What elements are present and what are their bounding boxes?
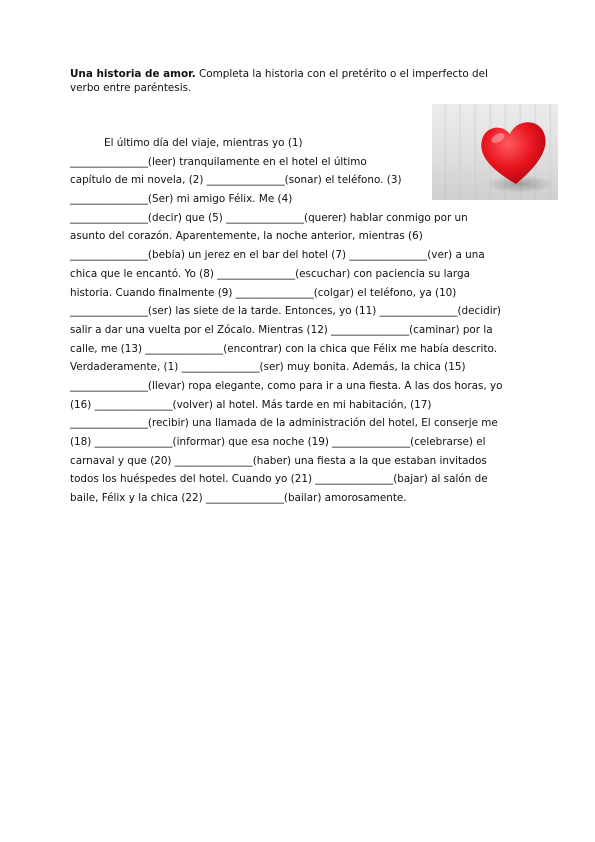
story-line: baile, Félix y la chica (22) _______________(bailar) amorosamente.	[70, 492, 407, 505]
story-text	[70, 134, 530, 508]
story-line: carnaval y que (20) _______________(haber) una fiesta a la que estaban invitados	[70, 454, 487, 467]
story-line: (18) _______________(informar) que esa noche (19) _______________(celebrarse) el	[70, 436, 486, 448]
story-line: salir a dar una vuelta por el Zócalo. Mientras (12) _______________(caminar) por la	[70, 323, 493, 336]
story-line: _______________(leer) tranquilamente en el hotel el último	[70, 155, 367, 168]
story-line: El último día del viaje, mientras yo (1)	[104, 137, 303, 149]
instructions	[70, 68, 520, 95]
story-line: historia. Cuando finalmente (9) _______________(colgar) el teléfono, ya (10)	[70, 286, 457, 299]
story-line: _______________(decir) que (5) _______________(querer) hablar conmigo por un	[70, 211, 468, 224]
instructions-text-2: verbo entre paréntesis.	[70, 81, 192, 94]
instructions-text: Completa la historia con el pretérito o el imperfecto del	[195, 68, 488, 80]
story-line: _______________(ser) las siete de la tarde. Entonces, yo (11) _______________(decidir)	[70, 305, 501, 318]
story-line: _______________(bebía) un jerez en el bar del hotel (7) _______________(ver) a una	[70, 249, 485, 262]
story-line: asunto del corazón. Aparentemente, la noche anterior, mientras (6)	[70, 230, 423, 243]
story-line: Verdaderamente, (1) _______________(ser) muy bonita. Además, la chica (15)	[70, 361, 466, 374]
worksheet-title: Una historia de amor.	[70, 68, 196, 80]
story-line: _______________(recibir) una llamada de la administración del hotel, El conserje me	[70, 417, 498, 430]
story-line: _______________(llevar) ropa elegante, como para ir a una fiesta. A las dos horas, yo	[70, 379, 503, 392]
story-line: (16) _______________(volver) al hotel. Más tarde en mi habitación, (17)	[70, 398, 432, 411]
story-line: chica que le encantó. Yo (8) _______________(escuchar) con paciencia su larga	[70, 267, 470, 280]
story-line: capítulo de mi novela, (2) _______________(sonar) el teléfono. (3)	[70, 174, 402, 187]
story-line: _______________(Ser) mi amigo Félix. Me (4)	[70, 193, 293, 206]
story-line: todos los huéspedes del hotel. Cuando yo (21) _______________(bajar) al salón de	[70, 473, 488, 486]
story-line: calle, me (13) _______________(encontrar) con la chica que Félix me había descrito.	[70, 342, 497, 355]
